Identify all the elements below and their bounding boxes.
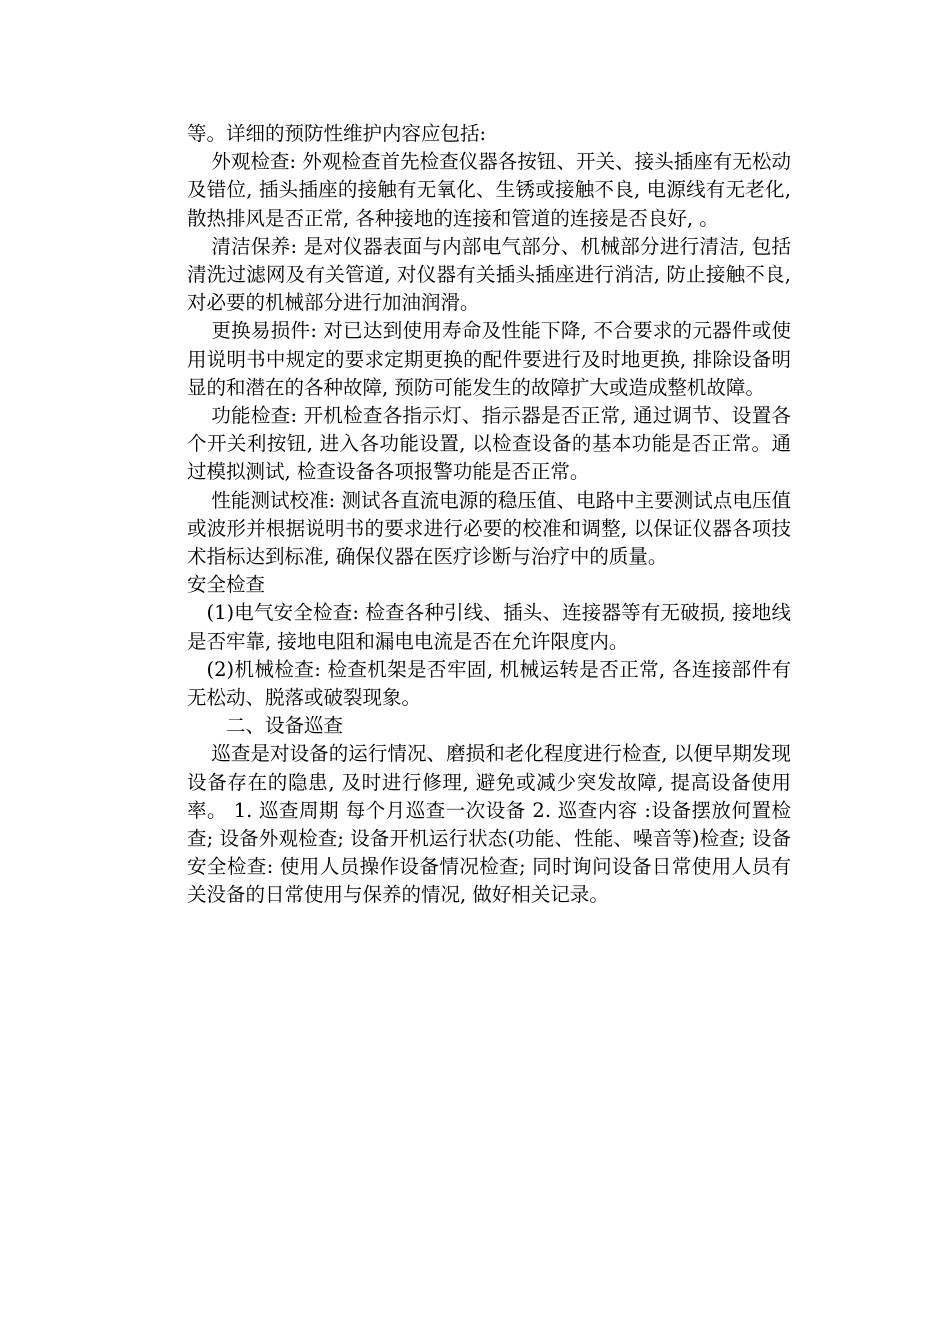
document-body xyxy=(187,120,791,910)
paragraph-function-check: 功能检查: 开机检查各指示灯、指示器是否正常, 通过调节、设置各个开关利按钮, 进入各功能设置, 以检查设备的基本功能是否正常。通过模拟测试, 检查设备各项报警功能是否正常。 xyxy=(187,404,791,484)
heading-equipment-inspection: 二、设备巡查 xyxy=(226,714,344,738)
paragraph-electrical-safety: (1)电气安全检查: 检查各种引线、插头、连接器等有无破损, 接地线是否牢靠, 接地电阻和漏电电流是否在允许限度内。 xyxy=(187,601,791,653)
paragraph-replace-parts: 更换易损件: 对已达到使用寿命及性能下降, 不合要求的元器件或使用说明书中规定的要求定期更换的配件要进行及时地更换, 排除设备明显的和潜在的各种故障, 预防可能发生的故障扩大或造成整机故障。 xyxy=(187,319,791,399)
paragraph-intro: 等。详细的预防性维护内容应包括: xyxy=(187,122,487,145)
paragraph-performance-calibration: 性能测试校准: 测试各直流电源的稳压值、电路中主要测试点电压值或波形并根据说明书的要求进行必要的校准和调整, 以保证仪器各项技术指标达到标准, 确保仪器在医疗诊断与治疗中的质量。 xyxy=(187,488,791,569)
paragraph-cleaning: 清洁保养: 是对仪器表面与内部电气部分、机械部分进行清洁, 包括清洗过滤网及有关管道, 对仪器有关插头插座进行消洁, 防止接触不良, 对必要的机械部分进行加油润滑。 xyxy=(187,234,791,315)
paragraph-mechanical-check: (2)机械检查: 检查机架是否牢固, 机械运转是否正常, 各连接部件有无松动、脱落或破裂现象。 xyxy=(187,657,791,710)
heading-safety-check: 安全检查 xyxy=(187,573,266,597)
paragraph-inspection-details: 巡查是对设备的运行情况、磨损和老化程度进行检查, 以便早期发现设备存在的隐患, 及时进行修理, 避免或减少突发故障, 提高设备使用率。 1. 巡查周期 每个月巡查一次设备 2. 巡查内容 :设备摆放何置检查; 设备外观检查; 设备开机运行状态(功能、性能、噪音等)检查; 设备安全检查: 使用人员操作设备情况检查; 同时询问设备日常使用人员有关没备的日常使用与保养的情况, 做好相关记录。 xyxy=(187,742,791,907)
paragraph-appearance-check: 外观检查: 外观检查首先检查仪器各按钮、开关、接头插座有无松动及错位, 插头插座的接触有无氧化、生锈或接触不良, 电源线有无老化, 散热排风是否正常, 各种接地的连接和管道的连接是否良好, 。 xyxy=(187,150,791,230)
